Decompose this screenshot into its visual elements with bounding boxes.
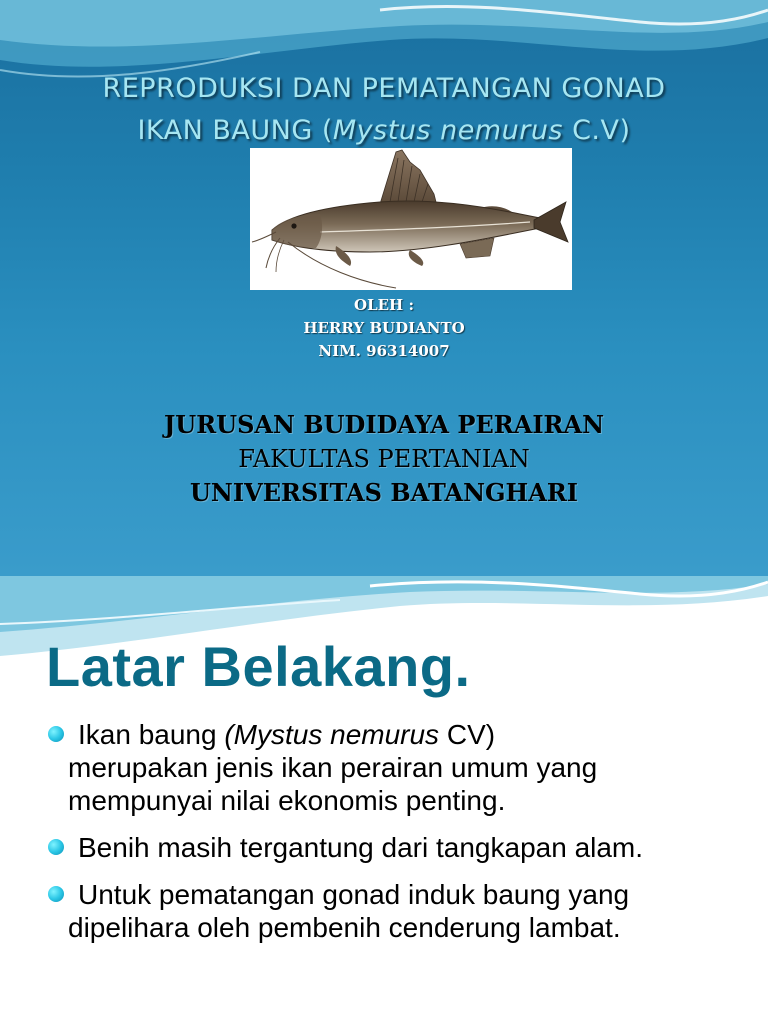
title-line-2-pre: IKAN BAUNG ( [137, 115, 333, 146]
title-line-2-post: C.V) [563, 115, 631, 146]
bullet-2-body: Benih masih tergantung dari tangkapan alam. [78, 832, 644, 863]
author-nim: NIM. 96314007 [318, 342, 450, 360]
bullet-item [48, 878, 748, 944]
faculty-name: FAKULTAS PERTANIAN [238, 445, 530, 473]
author-label: OLEH : [354, 296, 414, 314]
bullet-3-text [68, 878, 748, 944]
title-line-2 [0, 110, 768, 152]
author-name: HERRY BUDIANTO [303, 319, 465, 337]
bullet-1-rest: merupakan jenis ikan perairan umum yang mempunyai nilai ekonomis penting. [68, 752, 598, 816]
author-block [0, 294, 768, 363]
bullet-2-text [68, 831, 748, 864]
bullet-icon [48, 886, 64, 902]
bullet-list [48, 718, 748, 958]
bullet-icon [48, 726, 64, 742]
bullet-1-pre: Ikan baung [78, 719, 225, 750]
bullet-item [48, 718, 748, 817]
department-name: JURUSAN BUDIDAYA PERAIRAN [163, 410, 605, 439]
slide-title [0, 68, 768, 152]
slide-heading: Latar Belakang. [46, 635, 471, 698]
university-name: UNIVERSITAS BATANGHARI [189, 478, 579, 507]
title-line-1: REPRODUKSI DAN PEMATANGAN GONAD [102, 73, 666, 104]
institution-block [0, 408, 768, 510]
title-species-name: Mystus nemurus [332, 115, 563, 146]
catfish-illustration-icon [250, 148, 572, 290]
content-slide [0, 576, 768, 1024]
bullet-item [48, 831, 748, 864]
catfish-image [250, 148, 572, 290]
bullet-icon [48, 839, 64, 855]
bullet-1-post: CV) [439, 719, 496, 750]
bullet-3-body: Untuk pematangan gonad induk baung yang dipelihara oleh pembenih cenderung lambat. [68, 879, 630, 943]
bullet-1-italic: (Mystus nemurus [224, 719, 440, 750]
bullet-text [68, 718, 748, 751]
